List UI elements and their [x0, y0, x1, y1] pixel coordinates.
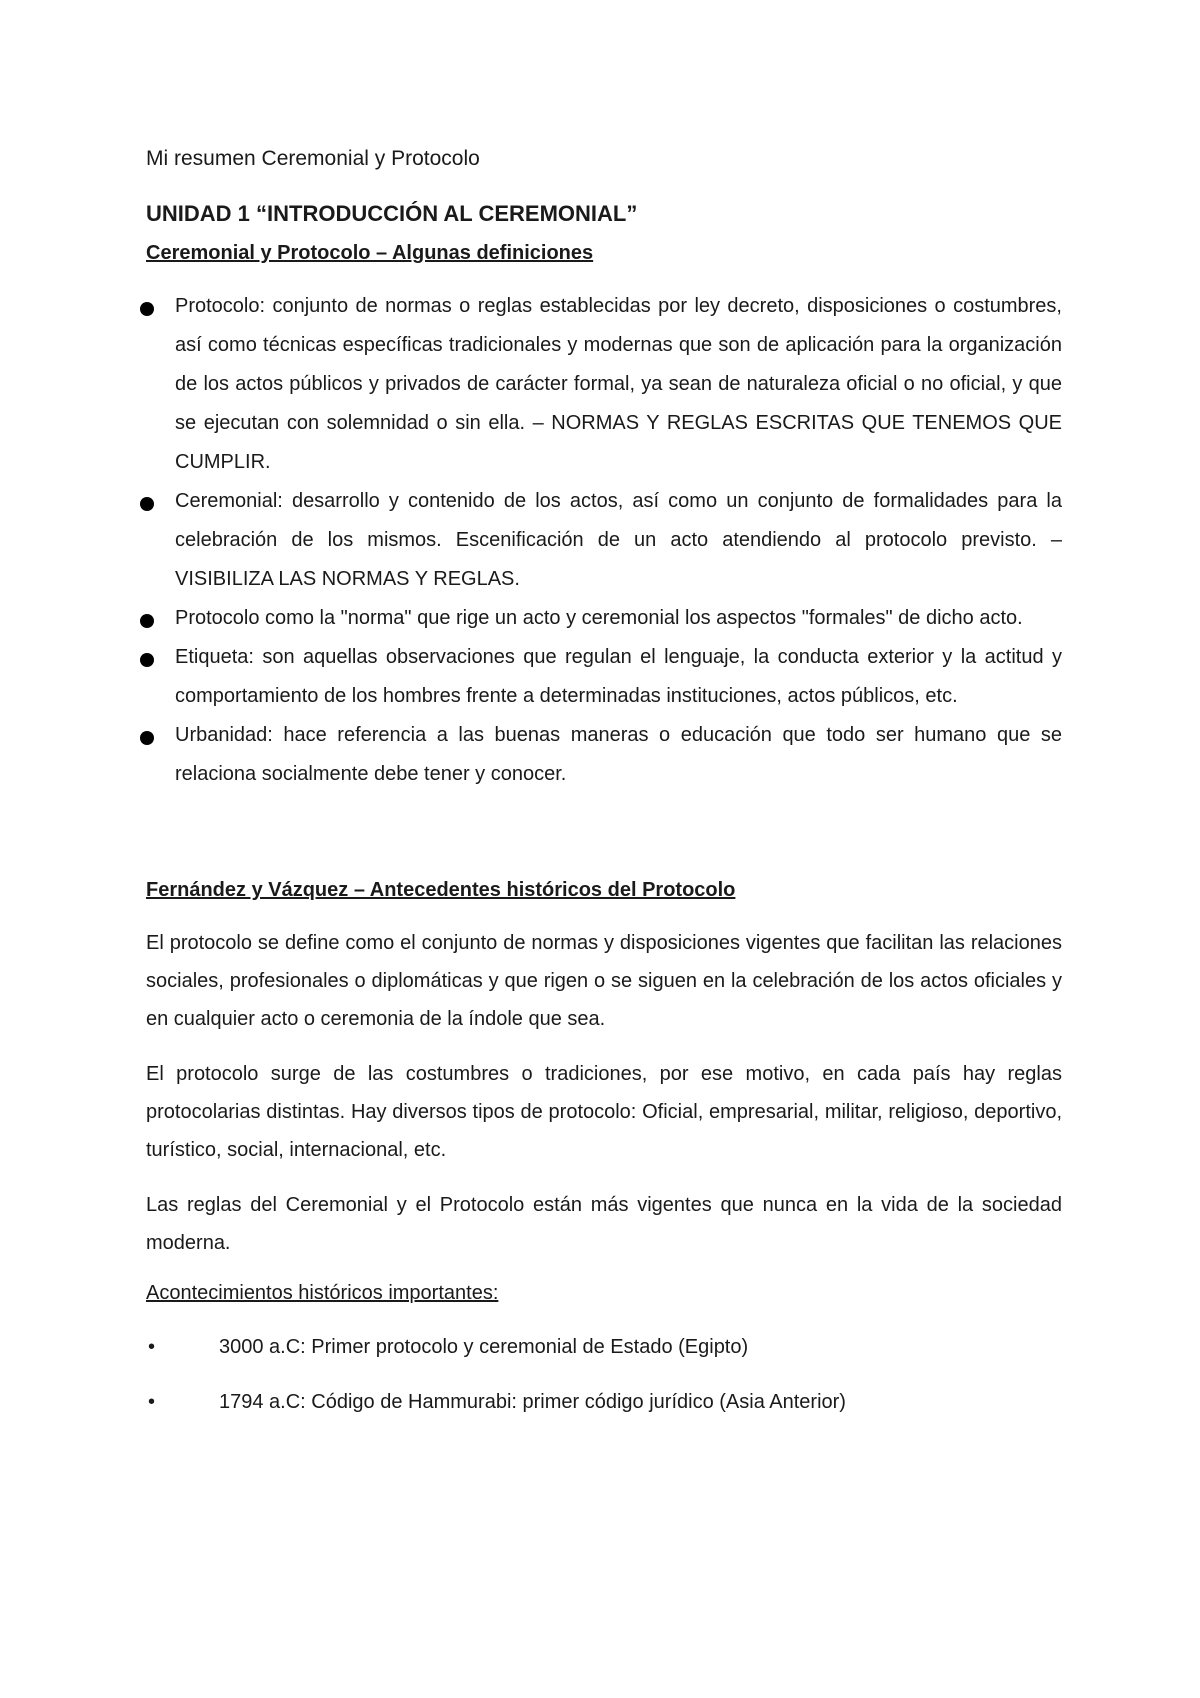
paragraph: El protocolo se define como el conjunto de normas y disposiciones vigentes que facilitan las relaciones sociales, profesionales o diplomáticas y que rigen o se siguen en la celebración de los actos oficiales y en cualquier acto o ceremonia de la índole que sea.	[146, 932, 1062, 1030]
definition-text: Etiqueta: son aquellas observaciones que regulan el lenguaje, la conducta exterior y la actitud y comportamiento de los hombres frente a determinadas instituciones, actos públicos, etc.	[175, 646, 1062, 707]
definition-text: Urbanidad: hace referencia a las buenas maneras o educación que todo ser humano que se relaciona socialmente debe tener y conocer.	[175, 724, 1062, 785]
events-heading: Acontecimientos históricos importantes:	[146, 1282, 499, 1304]
bullet-icon	[140, 731, 154, 745]
unit-heading: UNIDAD 1 “INTRODUCCIÓN AL CEREMONIAL”	[146, 201, 638, 226]
list-item	[146, 638, 1062, 716]
definition-text: Protocolo como la "norma" que rige un acto y ceremonial los aspectos "formales" de dicho acto.	[175, 607, 1023, 629]
event-text: 1794 a.C: Código de Hammurabi: primer código jurídico (Asia Anterior)	[219, 1391, 846, 1413]
list-item	[146, 1333, 1062, 1361]
events-list	[146, 1333, 1062, 1416]
list-item	[146, 287, 1062, 482]
bullet-icon: •	[148, 1391, 156, 1413]
paragraph: Las reglas del Ceremonial y el Protocolo están más vigentes que nunca en la vida de la sociedad moderna.	[146, 1194, 1062, 1254]
list-item	[146, 599, 1062, 638]
list-item	[146, 1388, 1062, 1416]
section-heading-history: Fernández y Vázquez – Antecedentes históricos del Protocolo	[146, 879, 736, 901]
bullet-icon: •	[148, 1336, 156, 1358]
paragraph: El protocolo surge de las costumbres o tradiciones, por ese motivo, en cada país hay reglas protocolarias distintas. Hay diversos tipos de protocolo: Oficial, empresarial, militar, religioso, deportivo, turístico, social, internacional, etc.	[146, 1063, 1062, 1161]
bullet-icon	[140, 614, 154, 628]
section-heading-definitions: Ceremonial y Protocolo – Algunas definiciones	[146, 242, 594, 264]
event-text: 3000 a.C: Primer protocolo y ceremonial de Estado (Egipto)	[219, 1336, 749, 1358]
definitions-list	[146, 287, 1062, 794]
list-item	[146, 482, 1062, 599]
bullet-icon	[140, 302, 154, 316]
list-item	[146, 716, 1062, 794]
definition-text: Ceremonial: desarrollo y contenido de los actos, así como un conjunto de formalidades para la celebración de los mismos. Escenificación de un acto atendiendo al protocolo previsto. – VISIBILIZA LAS NORMAS Y REGLAS.	[175, 490, 1062, 590]
document-title: Mi resumen Ceremonial y Protocolo	[146, 147, 480, 170]
definition-text: Protocolo: conjunto de normas o reglas establecidas por ley decreto, disposiciones o costumbres, así como técnicas específicas tradicionales y modernas que son de aplicación para la organización de los actos públicos y privados de carácter formal, ya sean de naturaleza oficial o no oficial, y que se ejecutan con solemnidad o sin ella. – NORMAS Y REGLAS ESCRITAS QUE TENEMOS QUE CUMPLIR.	[175, 295, 1062, 473]
bullet-icon	[140, 497, 154, 511]
bullet-icon	[140, 653, 154, 667]
document-page	[146, 144, 1062, 1443]
